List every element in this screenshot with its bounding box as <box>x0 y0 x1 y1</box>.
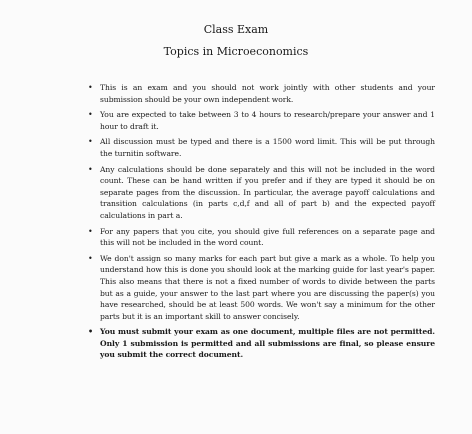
instruction-item <box>87 109 435 132</box>
bullet-icon: • <box>88 137 93 147</box>
instruction-text: For any papers that you cite, you should give full references on a separate page and this will not be included in the word count. <box>100 226 435 248</box>
instruction-item <box>87 253 435 323</box>
instructions-list <box>87 82 435 365</box>
document-subtitle: Topics in Microeconomics <box>163 45 309 58</box>
instruction-item <box>87 164 435 222</box>
instruction-item <box>87 226 435 249</box>
bullet-icon: • <box>88 253 93 263</box>
bullet-icon: • <box>88 164 93 174</box>
bullet-icon: • <box>88 326 94 337</box>
instruction-text: You are expected to take between 3 to 4 hours to research/prepare your answer and 1 hour to draft it. <box>100 110 435 131</box>
bullet-icon: • <box>88 83 93 92</box>
document-title: Class Exam <box>203 23 269 36</box>
instruction-item-important <box>87 326 435 361</box>
instruction-text: We don't assign so many marks for each part but give a mark as a whole. To help you understand how this is done you should look at the marking guide for last year's paper. This also means that there is not a fixed number of words to divide between the parts but as a guide, your answer to the last part where you are discussing the paper(s) you have researched, should be at least 500 words. We won't say a minimum for the other parts but it is an important skill to answer concisely. <box>100 253 435 321</box>
instruction-text: Any calculations should be done separately and this will not be included in the word count. These can be hand written if you prefer and if they are typed it should be on separate pages from the discussion. In particular, the average payoff calculations and transition calculations (in parts c,d,f and all of part b) and the expected payoff calculations in part a. <box>100 164 435 220</box>
instruction-item <box>87 82 435 105</box>
instruction-item <box>87 136 435 159</box>
instruction-text: You must submit your exam as one document, multiple files are not permitted. Only 1 submission is permitted and all submissions are final, so please ensure you submit the correct document. <box>100 327 435 360</box>
bullet-icon: • <box>88 110 93 120</box>
bullet-icon: • <box>88 226 93 236</box>
instruction-text: This is an exam and you should not work jointly with other students and your submission should be your own independent work. <box>100 83 435 104</box>
instruction-text: All discussion must be typed and there is a 1500 word limit. This will be put through the turnitin software. <box>100 137 435 158</box>
